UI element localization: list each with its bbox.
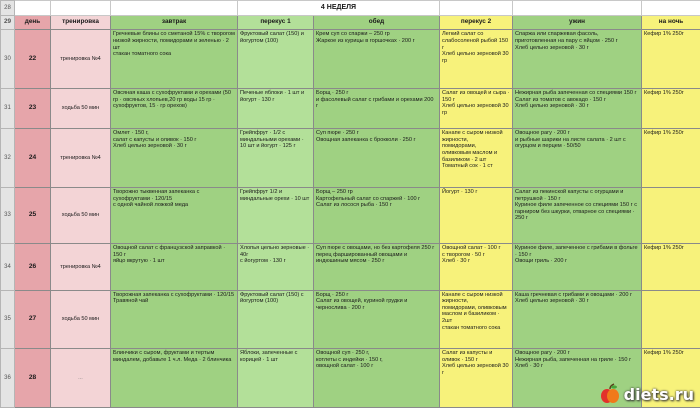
snack2-cell[interactable]: Салат из капусты и оливок · 150 г Хлеб цельно зерновой 30 г bbox=[440, 349, 513, 408]
night-cell[interactable]: Кефир 1% 250г bbox=[642, 88, 700, 128]
row-number: 32 bbox=[1, 129, 15, 188]
row-number: 33 bbox=[1, 187, 15, 243]
day-row bbox=[1, 244, 700, 290]
dinner-cell[interactable]: Овощное рагу · 200 г и рыбные шарики на листе салата · 2 шт с огурцом и перцем · 50/50 bbox=[513, 129, 642, 188]
row-number: 30 bbox=[1, 30, 15, 89]
day-row bbox=[1, 290, 700, 349]
lunch-cell[interactable]: Крем суп со спаржи – 250 гр Жаркое из курицы в горшочках · 200 г bbox=[314, 30, 440, 89]
header-night[interactable]: на ночь bbox=[642, 15, 700, 30]
empty-cell[interactable] bbox=[111, 1, 238, 16]
header-training[interactable]: тренировка bbox=[51, 15, 111, 30]
apple-icon bbox=[599, 383, 621, 405]
lunch-cell[interactable]: Борщ · 250 г и фасолевый салат с грибами и орехами 200 г bbox=[314, 88, 440, 128]
week-title-row bbox=[1, 1, 700, 16]
site-logo bbox=[599, 382, 694, 406]
empty-cell[interactable] bbox=[642, 1, 700, 16]
training-cell[interactable]: ... bbox=[51, 349, 111, 408]
day-row bbox=[1, 129, 700, 188]
row-number: 35 bbox=[1, 290, 15, 349]
breakfast-cell[interactable]: Овсяная каша с сухофруктами и орехами (50 гр · овсяных хлопьев,20 гр воды 15 гр · сухофруктов, 15 · гр орехов) bbox=[111, 88, 238, 128]
header-day[interactable]: день bbox=[15, 15, 51, 30]
breakfast-cell[interactable]: Омлет · 150 г, салат с капусты и оливок · 150 г Хлеб цельно зерновой · 30 г bbox=[111, 129, 238, 188]
snack2-cell[interactable]: Овощной салат · 100 г с творогом · 50 г Хлеб · 30 г bbox=[440, 244, 513, 290]
snack1-cell[interactable]: Яблоки, запеченные с корицей · 1 шт bbox=[238, 349, 314, 408]
night-cell[interactable]: Кефир 1% 250г bbox=[642, 244, 700, 290]
training-cell[interactable]: тренировка №4 bbox=[51, 244, 111, 290]
lunch-cell[interactable]: Борщ · 250 г Салат из овощей, куриной грудки и черносливa · 200 г bbox=[314, 290, 440, 349]
day-number[interactable]: 28 bbox=[15, 349, 51, 408]
night-cell[interactable]: Кефир 1% 250г bbox=[642, 129, 700, 188]
snack2-cell[interactable]: Канапе с сыром низкой жирности, помидорами, оливковым маслом и базиликом · 2шт стакан томатного сока bbox=[440, 290, 513, 349]
snack2-cell[interactable]: Легкий салат со слабосоленой рыбой 150 г Хлеб цельно зерновой 30 гр bbox=[440, 30, 513, 89]
snack1-cell[interactable]: Фруктовый салат (150) с йогуртом (100) bbox=[238, 290, 314, 349]
dinner-cell[interactable]: Каша гречневая с грибами и овощами · 200 г Хлеб цельно зерновой · 30 г bbox=[513, 290, 642, 349]
header-row bbox=[1, 15, 700, 30]
night-cell[interactable]: Кефир 1% 250г bbox=[642, 30, 700, 89]
empty-cell[interactable] bbox=[15, 1, 51, 16]
breakfast-cell[interactable]: Блинчики с сыром, фруктами и тертым миндалем, добавьте 1 ч.л. Меда · 2 блинчика bbox=[111, 349, 238, 408]
training-cell[interactable]: тренировка №4 bbox=[51, 30, 111, 89]
dinner-cell[interactable]: Овощное рагу · 200 г Нежирная рыба, запеченная на гриле · 150 г Хлеб · 30 г bbox=[513, 349, 642, 408]
training-cell[interactable]: ходьба 50 мин bbox=[51, 88, 111, 128]
training-cell[interactable]: ходьба 50 мин bbox=[51, 290, 111, 349]
lunch-cell[interactable]: Овощной суп · 250 г, котлеты с индейки · 150 г, овощной салат · 100 г bbox=[314, 349, 440, 408]
snack2-cell[interactable]: Йогурт · 130 г bbox=[440, 187, 513, 243]
lunch-cell[interactable]: Суп пюре с овощами, но без картофеля 250 г перец фаршированный овощами и индюшиным мясом · 250 г bbox=[314, 244, 440, 290]
row-number: 29 bbox=[1, 15, 15, 30]
day-row bbox=[1, 30, 700, 89]
dinner-cell[interactable]: Салат из пекинской капусты с огурцами и петрушкой · 150 г Куриное филе запеченное со специями 150 г с гарниром без шкурки, отварное со специями · 250 г bbox=[513, 187, 642, 243]
night-cell[interactable]: Кефир 1% 250г bbox=[642, 349, 700, 408]
day-row bbox=[1, 349, 700, 408]
header-dinner[interactable]: ужин bbox=[513, 15, 642, 30]
lunch-cell[interactable]: Борщ – 250 гр Картофельный салат со спаржей · 100 г Салат из лосося рыба · 150 г bbox=[314, 187, 440, 243]
dinner-cell[interactable]: Нежирная рыба запеченная со специями 150 г Салат из томатов с авокадо · 150 г Хлеб цельно зерновой · 30 г bbox=[513, 88, 642, 128]
week-title[interactable]: 4 НЕДЕЛЯ bbox=[238, 1, 440, 16]
day-number[interactable]: 24 bbox=[15, 129, 51, 188]
logo-text: diets.ru bbox=[623, 384, 694, 404]
row-number: 34 bbox=[1, 244, 15, 290]
empty-cell[interactable] bbox=[51, 1, 111, 16]
day-number[interactable]: 25 bbox=[15, 187, 51, 243]
row-number: 31 bbox=[1, 88, 15, 128]
day-number[interactable]: 22 bbox=[15, 30, 51, 89]
day-row bbox=[1, 187, 700, 243]
day-row bbox=[1, 88, 700, 128]
day-number[interactable]: 23 bbox=[15, 88, 51, 128]
header-snack1[interactable]: перекус 1 bbox=[238, 15, 314, 30]
training-cell[interactable]: ходьба 50 мин bbox=[51, 187, 111, 243]
breakfast-cell[interactable]: Овощной салат с французской заправкой · 150 г яйцо вкрутую · 1 шт bbox=[111, 244, 238, 290]
day-number[interactable]: 27 bbox=[15, 290, 51, 349]
snack1-cell[interactable]: Грейпфрут 1/2 и миндальные орехи · 10 шт bbox=[238, 187, 314, 243]
dinner-cell[interactable]: Куриное филе, запеченное с грибами в фольге · 150 г Овощи гриль · 200 г bbox=[513, 244, 642, 290]
day-number[interactable]: 26 bbox=[15, 244, 51, 290]
snack1-cell[interactable]: Печеные яблоки · 1 шт и йогурт · 130 г bbox=[238, 88, 314, 128]
lunch-cell[interactable]: Суп пюре · 250 г Овощная запеканка с брокколи · 250 г bbox=[314, 129, 440, 188]
dinner-cell[interactable]: Спаржа или спаржевая фасоль, приготовленная на пару с яйцом · 250 г Хлеб цельно зерновой · 30 г bbox=[513, 30, 642, 89]
empty-cell[interactable] bbox=[440, 1, 513, 16]
breakfast-cell[interactable]: Гречневые блины со сметаной 15% с творогом низкой жирности, помидорами и зеленью · 2 шт стакан томатного сока bbox=[111, 30, 238, 89]
snack2-cell[interactable]: Канапе с сыром низкой жирности, помидорами, оливковым маслом и базиликом · 2 шт Томатный сок · 1 ст bbox=[440, 129, 513, 188]
header-lunch[interactable]: обед bbox=[314, 15, 440, 30]
snack1-cell[interactable]: Грейпфрут · 1/2 с миндальными орехами · 10 шт и йогурт · 125 г bbox=[238, 129, 314, 188]
row-number: 28 bbox=[1, 1, 15, 16]
header-snack2[interactable]: перекус 2 bbox=[440, 15, 513, 30]
empty-cell[interactable] bbox=[513, 1, 642, 16]
night-cell[interactable] bbox=[642, 290, 700, 349]
breakfast-cell[interactable]: Творожно тыквенная запеканка с сухофруктами · 120/15 с одной чайной ложкой меда bbox=[111, 187, 238, 243]
snack1-cell[interactable]: Фруктовый салат (150) и йогуртом (100) bbox=[238, 30, 314, 89]
snack1-cell[interactable]: Хлопья цельно зерновые · 40г с йогуртом · 130 г bbox=[238, 244, 314, 290]
snack2-cell[interactable]: Салат из овощей и сыра · 150 г Хлеб цельно зерновой 30 гр bbox=[440, 88, 513, 128]
header-breakfast[interactable]: завтрак bbox=[111, 15, 238, 30]
breakfast-cell[interactable]: Творожная запеканка с сухофруктами · 120/15 Травяной чай bbox=[111, 290, 238, 349]
training-cell[interactable]: тренировка №4 bbox=[51, 129, 111, 188]
row-number: 36 bbox=[1, 349, 15, 408]
night-cell[interactable] bbox=[642, 187, 700, 243]
